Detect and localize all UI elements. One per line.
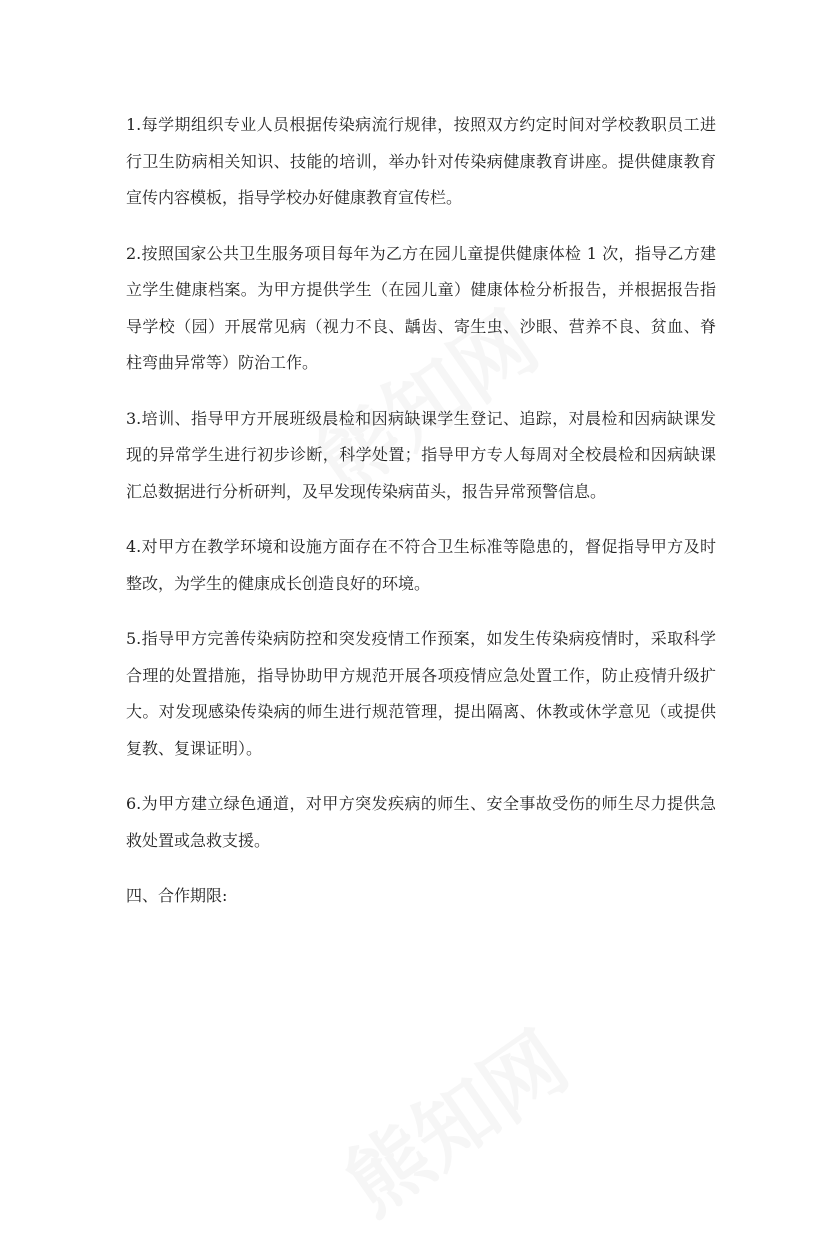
paragraph-5: 5.指导甲方完善传染病防控和突发疫情工作预案，如发生传染病疫情时，采取科学合理的处置措施，指导协助甲方规范开展各项疫情应急处置工作，防止疫情升级扩大。对发现感染传染病的师生进行规范管理，提出隔离、休教或休学意见（或提供复教、复课证明）。 — [126, 629, 716, 758]
document-body — [126, 107, 716, 915]
section-heading: 四、合作期限: — [126, 886, 228, 905]
watermark — [319, 1000, 588, 1237]
paragraph-1: 1.每学期组织专业人员根据传染病流行规律，按照双方约定时间对学校教职员工进行卫生防病相关知识、技能的培训，举办针对传染病健康教育讲座。提供健康教育宣传内容模板，指导学校办好健康教育宣传栏。 — [126, 115, 716, 207]
paragraph-2: 2.按照国家公共卫生服务项目每年为乙方在园儿童提供健康体检 1 次，指导乙方建立学生健康档案。为甲方提供学生（在园儿童）健康体检分析报告，并根据报告指导学校（园）开展常见病（视力不良、龋齿、寄生虫、沙眼、营养不良、贫血、脊柱弯曲异常等）防治工作。 — [126, 243, 716, 372]
paragraph-6: 6.为甲方建立绿色通道，对甲方突发疾病的师生、安全事故受伤的师生尽力提供急救处置或急救支援。 — [126, 794, 716, 850]
paragraph-3: 3.培训、指导甲方开展班级晨检和因病缺课学生登记、追踪，对晨检和因病缺课发现的异常学生进行初步诊断，科学处置；指导甲方专人每周对全校晨检和因病缺课汇总数据进行分析研判，及早发现传染病苗头，报告异常预警信息。 — [126, 408, 716, 501]
paragraph-4: 4.对甲方在教学环境和设施方面存在不符合卫生标准等隐患的，督促指导甲方及时整改，为学生的健康成长创造良好的环境。 — [126, 537, 716, 593]
